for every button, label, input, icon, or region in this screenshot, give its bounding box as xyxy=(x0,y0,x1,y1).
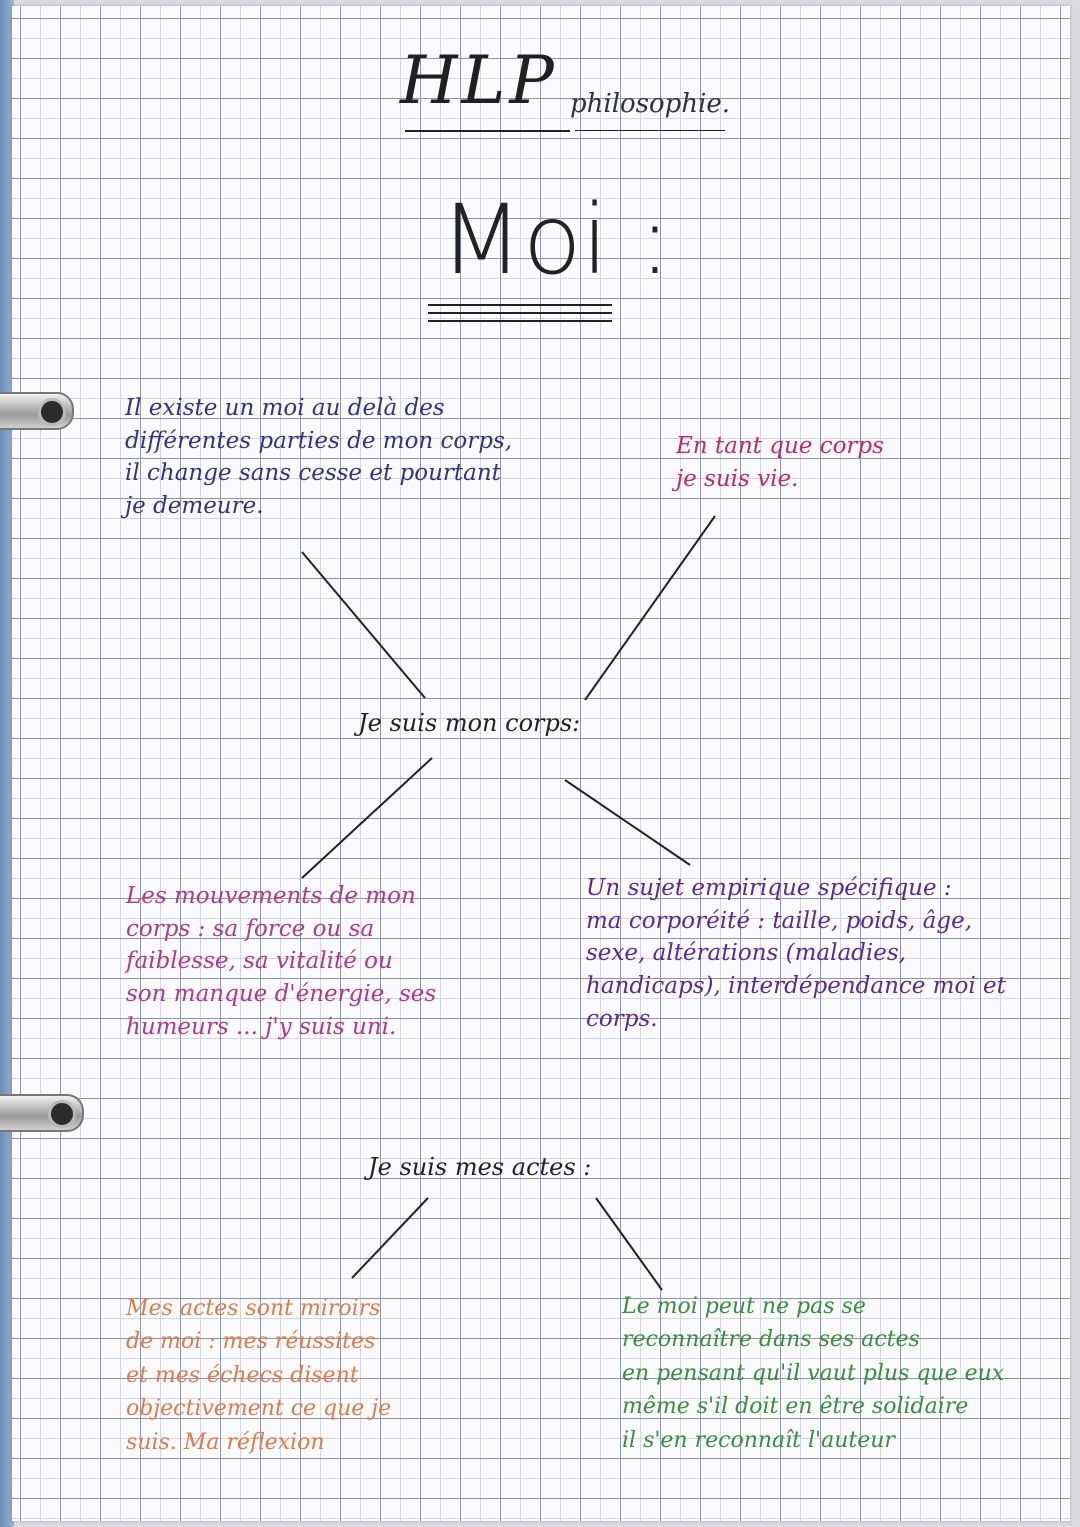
note-line: humeurs ... j'y suis uni. xyxy=(126,1013,397,1040)
note-line: il s'en reconnaît l'auteur xyxy=(622,1427,895,1453)
note-body-movements xyxy=(126,880,436,1043)
connector-corps-top-left xyxy=(302,552,425,698)
note-line: Le moi peut ne pas se xyxy=(622,1294,866,1319)
note-line: objectivement ce que je xyxy=(126,1396,392,1422)
note-line: En tant que corps xyxy=(676,433,884,459)
note-line: je suis vie. xyxy=(676,466,799,493)
center-label-actes: Je suis mes actes : xyxy=(368,1153,592,1181)
note-line: Mes actes sont miroirs xyxy=(126,1296,381,1321)
note-line: il change sans cesse et pourtant xyxy=(125,460,501,487)
note-line: différentes parties de mon corps, xyxy=(125,427,513,454)
connector-corps-bottom-left xyxy=(302,758,432,878)
connector-corps-top-right xyxy=(585,516,715,700)
connector-actes-left xyxy=(352,1198,428,1278)
subject-label: philosophie. xyxy=(570,89,731,119)
page-title: HLP xyxy=(400,42,558,119)
note-line: son manque d'énergie, ses xyxy=(126,980,437,1007)
note-line: et mes échecs disent xyxy=(126,1362,359,1388)
note-body-empirical-subject xyxy=(586,872,1006,1035)
note-line: je demeure. xyxy=(125,492,264,519)
note-line: de moi : mes réussites xyxy=(126,1329,376,1355)
center-label-corps: Je suis mon corps: xyxy=(358,709,581,737)
note-line: reconnaître dans ses actes xyxy=(622,1327,920,1353)
note-acts-mirror xyxy=(126,1292,391,1459)
note-body-life xyxy=(676,430,884,497)
main-heading: Moi : xyxy=(440,184,672,296)
connector-corps-bottom-right xyxy=(565,780,690,865)
note-line: faiblesse, sa vitalité ou xyxy=(126,948,393,975)
note-line: Il existe un moi au delà des xyxy=(125,395,445,421)
note-line: handicaps), interdépendance moi et xyxy=(586,972,1006,999)
note-line: même s'il doit en être solidaire xyxy=(622,1394,969,1420)
note-line: suis. Ma réflexion xyxy=(126,1429,325,1455)
connector-actes-right xyxy=(596,1198,662,1290)
note-line: corps : sa force ou sa xyxy=(126,915,375,942)
note-line: sexe, altérations (maladies, xyxy=(586,940,906,967)
note-line: Un sujet empirique spécifique : xyxy=(586,875,952,901)
note-line: ma corporéité : taille, poids, âge, xyxy=(586,907,973,934)
note-acts-recognition xyxy=(622,1290,1004,1457)
note-line: en pensant qu'il vaut plus que eux xyxy=(622,1360,1005,1386)
note-body-beyond-parts xyxy=(125,392,512,523)
note-line: Les mouvements de mon xyxy=(126,883,416,909)
note-line: corps. xyxy=(586,1005,658,1032)
